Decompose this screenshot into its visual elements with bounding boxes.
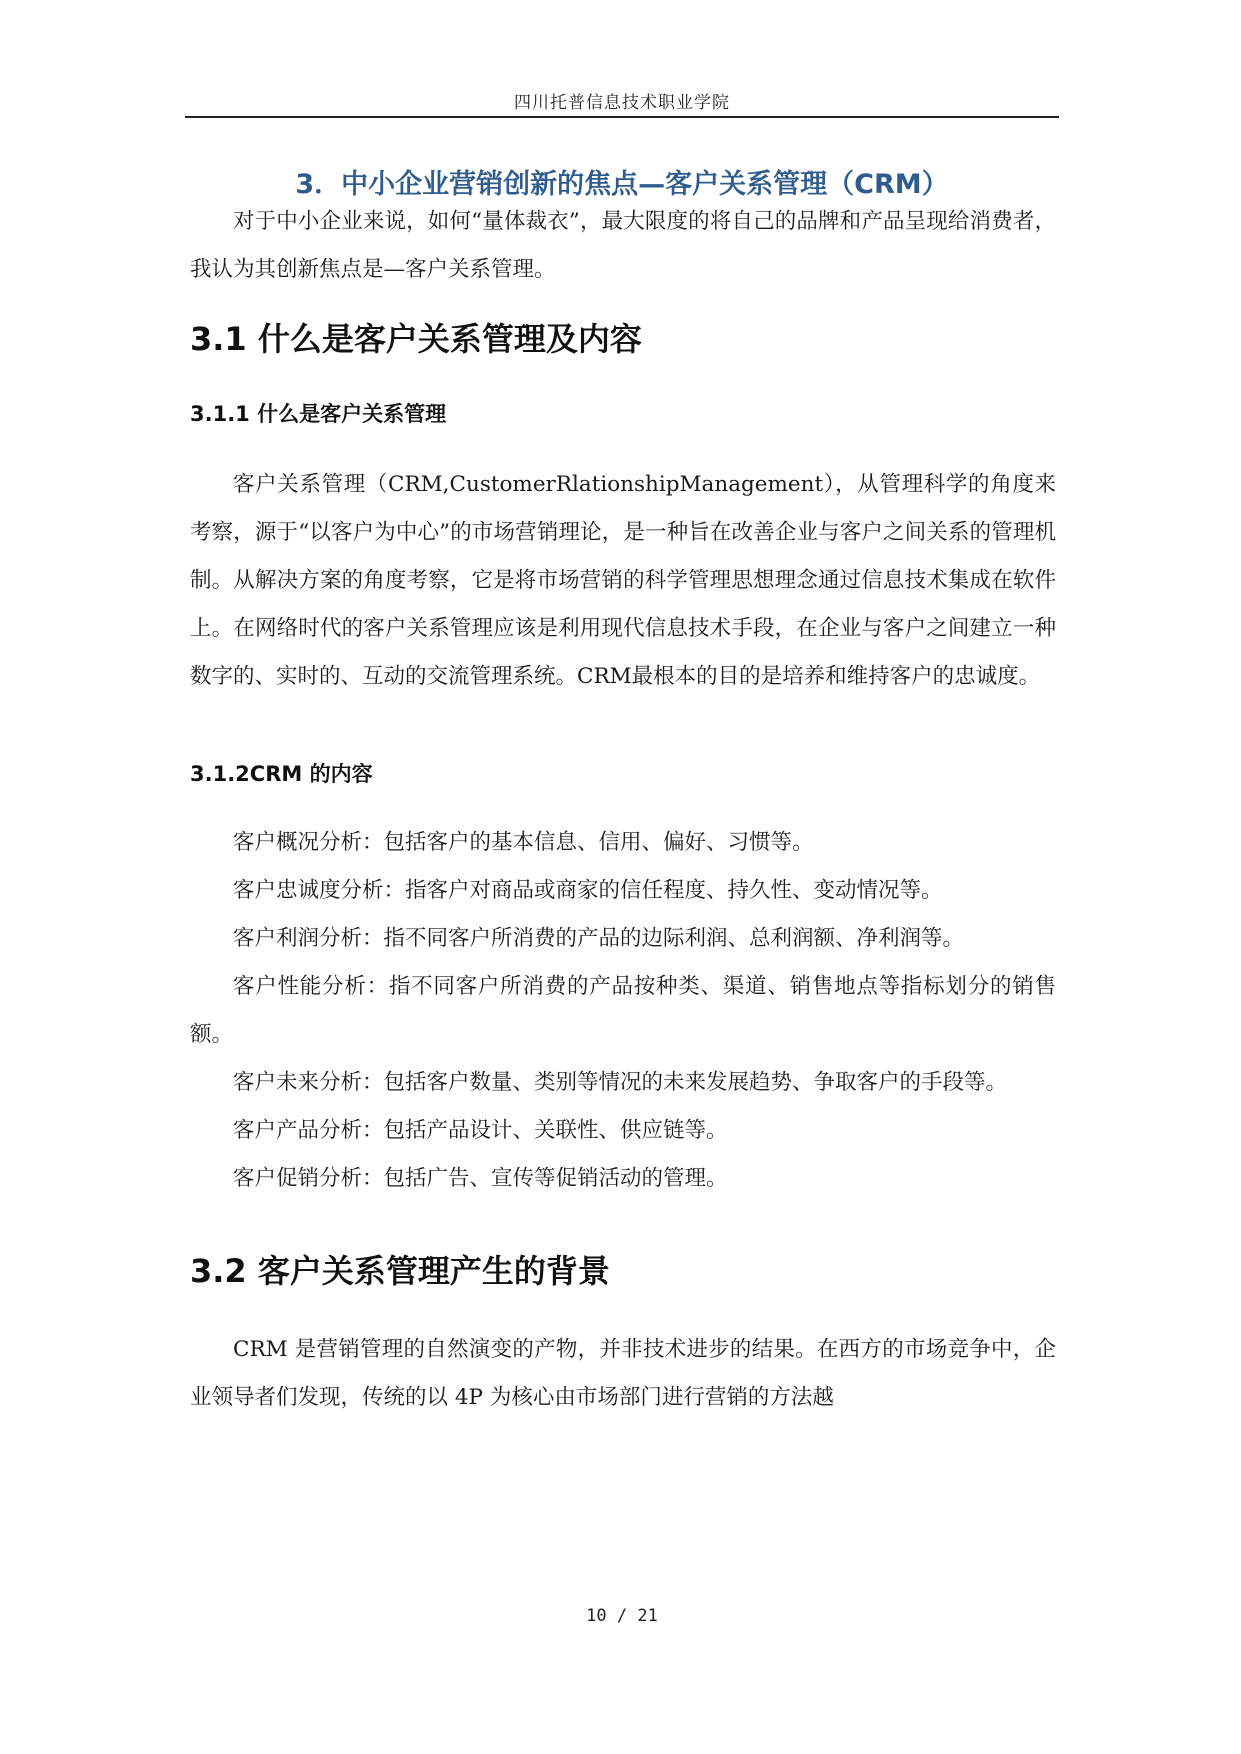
section-3-1-1-heading-block — [190, 398, 1056, 428]
chapter-title: 3．中小企业营销创新的焦点—客户关系管理（CRM） — [295, 169, 949, 200]
section-3-1-2-heading-block — [190, 758, 1056, 788]
intro-paragraph: 对于中小企业来说，如何“量体裁衣”，最大限度的将自己的品牌和产品呈现给消费者，我认为其创新焦点是—客户关系管理。 — [190, 209, 1056, 282]
section-3-2-title: 3.2 客户关系管理产生的背景 — [190, 1252, 610, 1290]
section-3-1-1-title: 3.1.1 什么是客户关系管理 — [190, 402, 447, 426]
list-item: 客户产品分析：包括产品设计、关联性、供应链等。 — [233, 1118, 728, 1143]
section-3-2-body-block — [190, 1326, 1056, 1422]
section-3-2-paragraph: CRM 是营销管理的自然演变的产物，并非技术进步的结果。在西方的市场竞争中，企业领导者们发现，传统的以 4P 为核心由市场部门进行营销的方法越 — [190, 1337, 1056, 1410]
page-header: 四川托普信息技术职业学院 — [514, 93, 730, 113]
list-item: 客户利润分析：指不同客户所消费的产品的边际利润、总利润额、净利润等。 — [233, 926, 965, 951]
section-3-1-title: 3.1 什么是客户关系管理及内容 — [190, 320, 642, 358]
section-3-1-1-paragraph: 客户关系管理（CRM,CustomerRlationshipManagement），从管理科学的角度来考察，源于“以客户为中心”的市场营销理论，是一种旨在改善企业与客户之间关系的管理机制。从解决方案的角度考察，它是将市场营销的科学管理思想理念通过信息技术集成在软件上。在网络时代的客户关系管理应该是利用现代信息技术手段，在企业与客户之间建立一种数字的、实时的、互动的交流管理系统。CRM最根本的目的是培养和维持客户的忠诚度。 — [190, 472, 1056, 689]
list-item: 客户促销分析：包括广告、宣传等促销活动的管理。 — [233, 1166, 728, 1191]
section-3-1-heading-block — [190, 314, 1056, 360]
intro-block — [190, 198, 1056, 294]
section-3-1-1-body-block — [190, 461, 1056, 701]
header-divider — [185, 116, 1059, 118]
crm-content-list — [190, 819, 1056, 1203]
list-item: 客户未来分析：包括客户数量、类别等情况的未来发展趋势、争取客户的手段等。 — [233, 1070, 1008, 1095]
list-item: 客户概况分析：包括客户的基本信息、信用、偏好、习惯等。 — [233, 830, 814, 855]
list-item: 客户性能分析：指不同客户所消费的产品按种类、渠道、销售地点等指标划分的销售额。 — [190, 974, 1056, 1047]
page-number: 10 / 21 — [586, 1606, 658, 1626]
list-item: 客户忠诚度分析：指客户对商品或商家的信任程度、持久性、变动情况等。 — [233, 878, 943, 903]
section-3-2-heading-block — [190, 1246, 1056, 1292]
section-3-1-2-title: 3.1.2CRM 的内容 — [190, 762, 373, 786]
